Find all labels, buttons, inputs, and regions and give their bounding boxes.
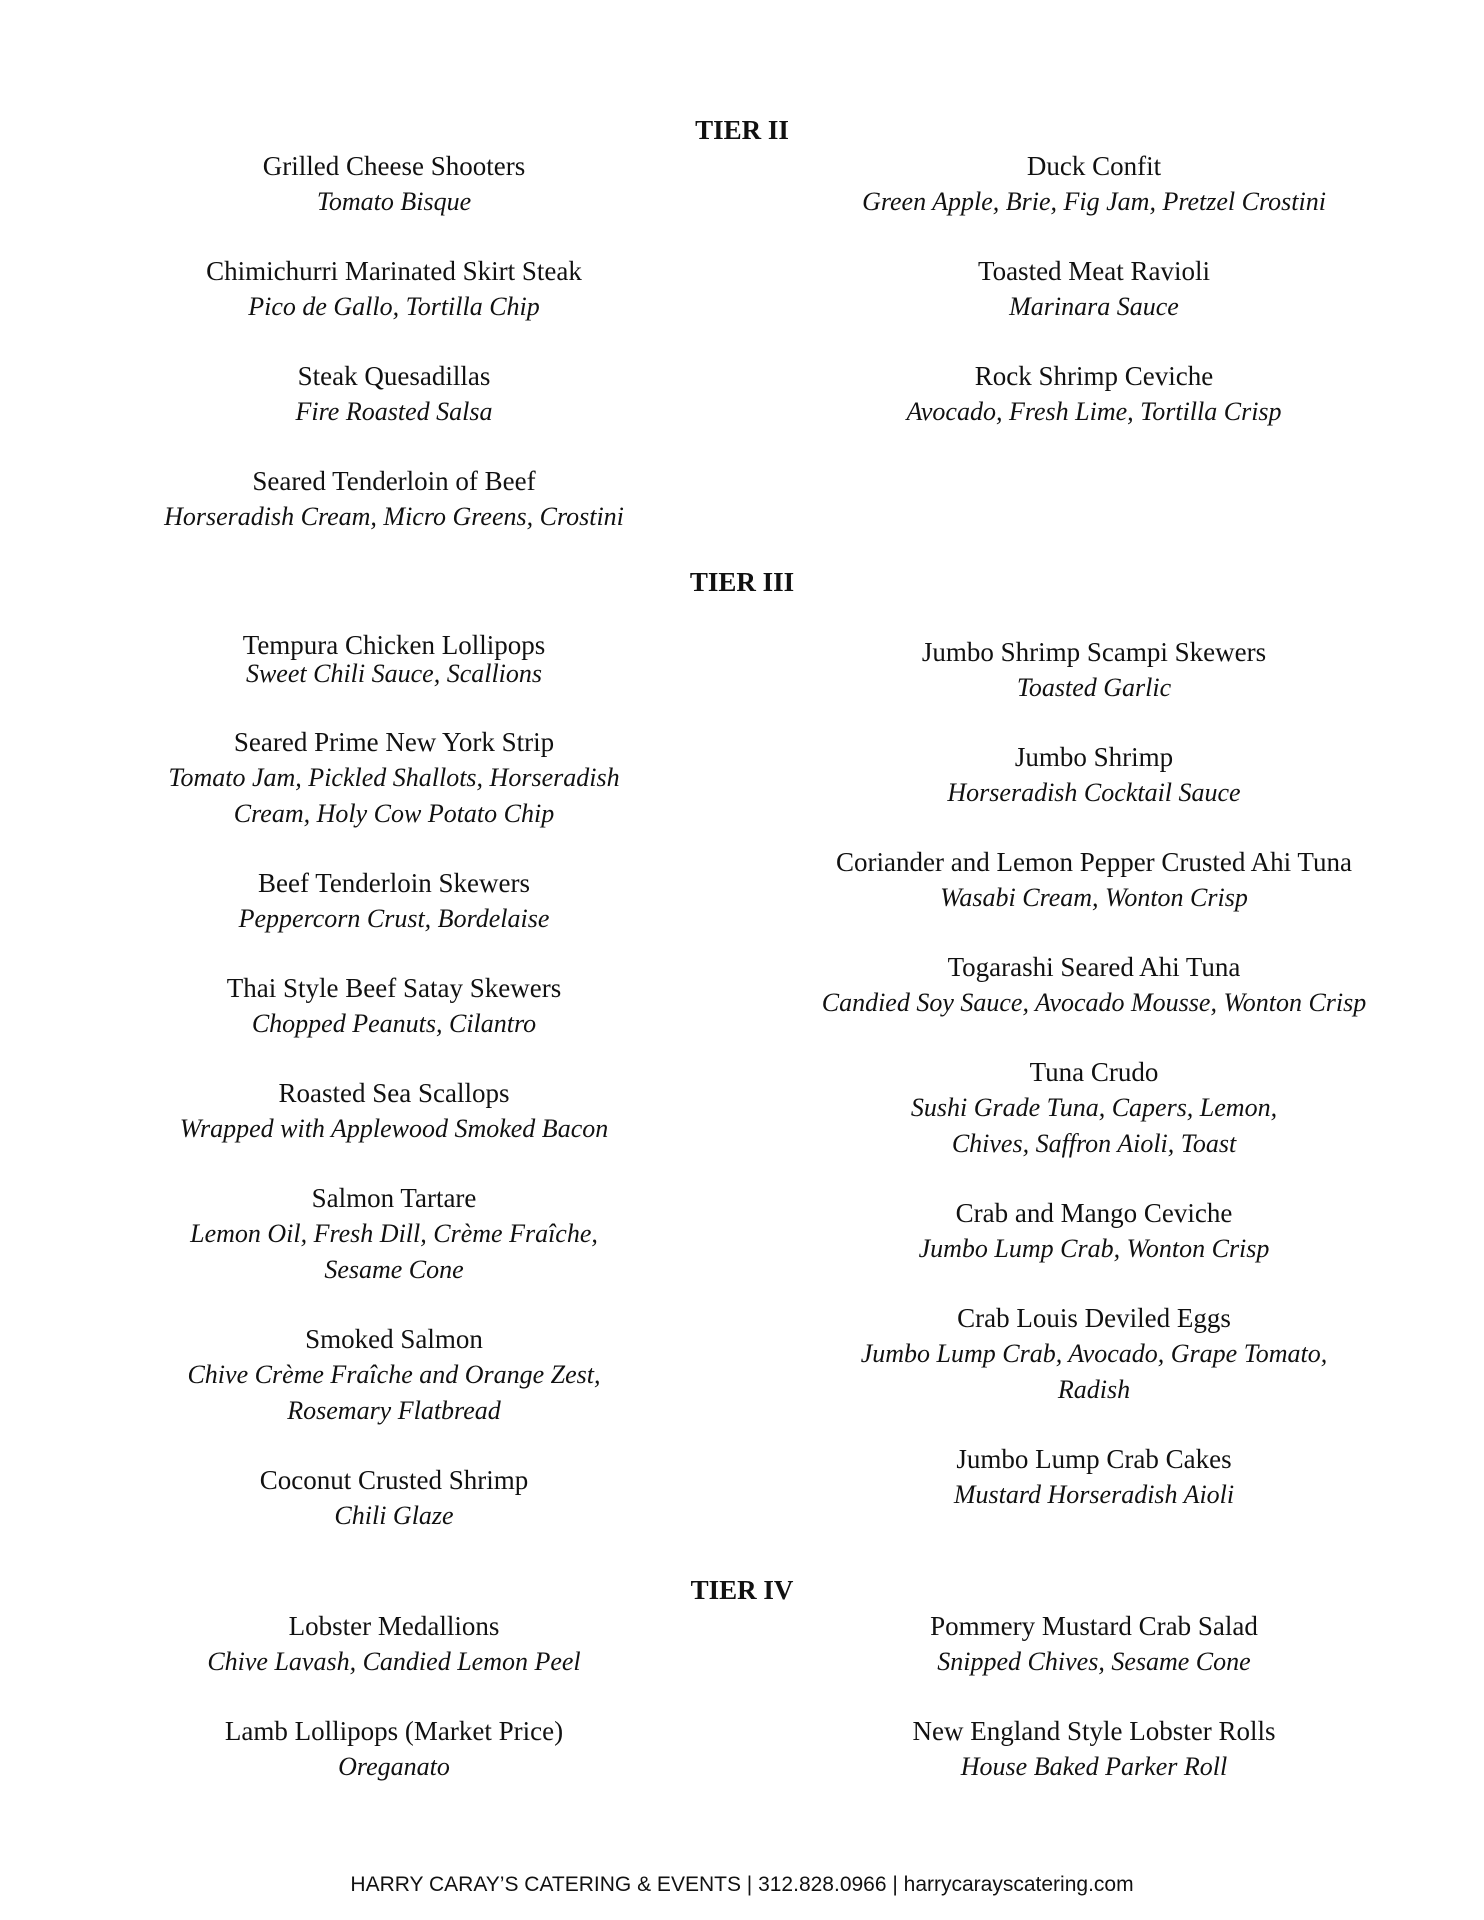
menu-item-description: Avocado, Fresh Lime, Tortilla Crisp bbox=[906, 397, 1282, 426]
menu-item-description: Peppercorn Crust, Bordelaise bbox=[238, 904, 550, 933]
menu-item-description: Wasabi Cream, Wonton Crisp bbox=[940, 883, 1248, 912]
tier-ii-heading: TIER II bbox=[695, 115, 789, 145]
menu-item-description: Fire Roasted Salsa bbox=[295, 397, 493, 426]
menu-item bbox=[794, 1300, 1394, 1408]
menu-item-name: Coconut Crusted Shrimp bbox=[259, 1465, 529, 1495]
menu-item-name: Pommery Mustard Crab Salad bbox=[930, 1611, 1258, 1641]
menu-item-name: Salmon Tartare bbox=[311, 1183, 477, 1213]
menu-item-description: Candied Soy Sauce, Avocado Mousse, Wonton Crisp bbox=[821, 988, 1367, 1017]
menu-item-name: Crab Louis Deviled Eggs bbox=[957, 1303, 1231, 1333]
tier-iv-right-column bbox=[794, 1608, 1394, 1785]
menu-item-name: Lobster Medallions bbox=[288, 1611, 500, 1641]
menu-item bbox=[94, 1462, 694, 1534]
menu-item-description: Chive Lavash, Candied Lemon Peel bbox=[207, 1647, 581, 1676]
tier-ii-right-column bbox=[794, 148, 1394, 430]
page-footer: HARRY CARAY’S CATERING & EVENTS | 312.828.0966 | harrycarayscatering.com bbox=[350, 1873, 1134, 1896]
menu-item-name: Duck Confit bbox=[1026, 151, 1162, 181]
menu-item bbox=[794, 844, 1394, 916]
menu-item-name: Jumbo Shrimp bbox=[1014, 742, 1174, 772]
menu-item-description: House Baked Parker Roll bbox=[960, 1752, 1228, 1781]
menu-item bbox=[794, 1054, 1394, 1162]
menu-item bbox=[794, 1195, 1394, 1267]
menu-item-description: Wrapped with Applewood Smoked Bacon bbox=[179, 1114, 609, 1143]
menu-item-description: Horseradish Cocktail Sauce bbox=[947, 778, 1241, 807]
menu-item-name: Chimichurri Marinated Skirt Steak bbox=[206, 256, 582, 286]
menu-item-description: Snipped Chives, Sesame Cone bbox=[937, 1647, 1251, 1676]
tier-iii-heading: TIER III bbox=[689, 567, 795, 597]
menu-item-description: Horseradish Cream, Micro Greens, Crostini bbox=[164, 502, 624, 531]
menu-item-name: Thai Style Beef Satay Skewers bbox=[226, 973, 562, 1003]
menu-item bbox=[94, 630, 694, 688]
menu-item bbox=[794, 634, 1394, 706]
menu-item-name: Jumbo Shrimp Scampi Skewers bbox=[921, 637, 1267, 667]
menu-item bbox=[794, 949, 1394, 1021]
menu-item bbox=[94, 1608, 694, 1680]
menu-item bbox=[794, 1441, 1394, 1513]
menu-item-name: Lamb Lollipops (Market Price) bbox=[224, 1716, 564, 1746]
menu-item-description: Mustard Horseradish Aioli bbox=[953, 1480, 1235, 1509]
menu-item-description: Sweet Chili Sauce, Scallions bbox=[245, 659, 543, 688]
menu-item-description: Pico de Gallo, Tortilla Chip bbox=[248, 292, 540, 321]
menu-item-description: Toasted Garlic bbox=[1016, 673, 1172, 702]
menu-item-name: Seared Tenderloin of Beef bbox=[252, 466, 536, 496]
tier-iv-left-column bbox=[94, 1608, 694, 1785]
menu-item bbox=[94, 1713, 694, 1785]
menu-item-name: Crab and Mango Ceviche bbox=[955, 1198, 1233, 1228]
tier-iii-right-column bbox=[794, 634, 1394, 1513]
menu-item bbox=[94, 970, 694, 1042]
menu-item bbox=[794, 148, 1394, 220]
menu-item-name: Rock Shrimp Ceviche bbox=[974, 361, 1214, 391]
menu-item bbox=[794, 1608, 1394, 1680]
menu-item-description: Lemon Oil, Fresh Dill, Crème Fraîche, Sesame Cone bbox=[190, 1219, 598, 1284]
menu-item-name: Beef Tenderloin Skewers bbox=[257, 868, 531, 898]
menu-item-name: Coriander and Lemon Pepper Crusted Ahi Tuna bbox=[836, 847, 1352, 877]
menu-item-description: Green Apple, Brie, Fig Jam, Pretzel Crostini bbox=[862, 187, 1326, 216]
menu-item-name: Steak Quesadillas bbox=[297, 361, 491, 391]
tier-iii-left-column bbox=[94, 630, 694, 1534]
menu-item-description: Jumbo Lump Crab, Avocado, Grape Tomato, Radish bbox=[860, 1339, 1328, 1404]
tier-iv-heading: TIER IV bbox=[690, 1575, 794, 1605]
tier-ii-left-column bbox=[94, 148, 694, 535]
menu-item-name: New England Style Lobster Rolls bbox=[912, 1716, 1276, 1746]
menu-item-name: Roasted Sea Scallops bbox=[278, 1078, 510, 1108]
menu-item bbox=[94, 148, 694, 220]
menu-item-description: Chive Crème Fraîche and Orange Zest, Rosemary Flatbread bbox=[187, 1360, 601, 1425]
menu-item-description: Chopped Peanuts, Cilantro bbox=[251, 1009, 537, 1038]
menu-item bbox=[794, 1713, 1394, 1785]
menu-item-name: Jumbo Lump Crab Cakes bbox=[956, 1444, 1232, 1474]
menu-item-name: Toasted Meat Ravioli bbox=[977, 256, 1211, 286]
menu-item-description: Jumbo Lump Crab, Wonton Crisp bbox=[918, 1234, 1270, 1263]
menu-item-description: Tomato Jam, Pickled Shallots, Horseradish Cream, Holy Cow Potato Chip bbox=[168, 763, 620, 828]
menu-item-name: Togarashi Seared Ahi Tuna bbox=[947, 952, 1241, 982]
menu-item-name: Grilled Cheese Shooters bbox=[262, 151, 526, 181]
menu-item bbox=[794, 739, 1394, 811]
menu-item bbox=[94, 1321, 694, 1429]
menu-item bbox=[94, 724, 694, 832]
menu-item-name: Seared Prime New York Strip bbox=[233, 727, 555, 757]
menu-item-description: Chili Glaze bbox=[334, 1501, 454, 1530]
menu-item bbox=[794, 253, 1394, 325]
menu-item bbox=[94, 358, 694, 430]
menu-item-name: Tempura Chicken Lollipops bbox=[242, 630, 546, 660]
menu-item-name: Smoked Salmon bbox=[305, 1324, 483, 1354]
menu-item bbox=[94, 253, 694, 325]
menu-item bbox=[94, 463, 694, 535]
menu-item bbox=[94, 1180, 694, 1288]
menu-item-description: Oreganato bbox=[338, 1752, 450, 1781]
menu-item-description: Marinara Sauce bbox=[1009, 292, 1179, 321]
menu-item-name: Tuna Crudo bbox=[1029, 1057, 1159, 1087]
menu-item bbox=[94, 1075, 694, 1147]
menu-item bbox=[94, 865, 694, 937]
menu-item bbox=[794, 358, 1394, 430]
menu-item-description: Tomato Bisque bbox=[316, 187, 472, 216]
menu-item-description: Sushi Grade Tuna, Capers, Lemon, Chives, Saffron Aioli, Toast bbox=[910, 1093, 1278, 1158]
